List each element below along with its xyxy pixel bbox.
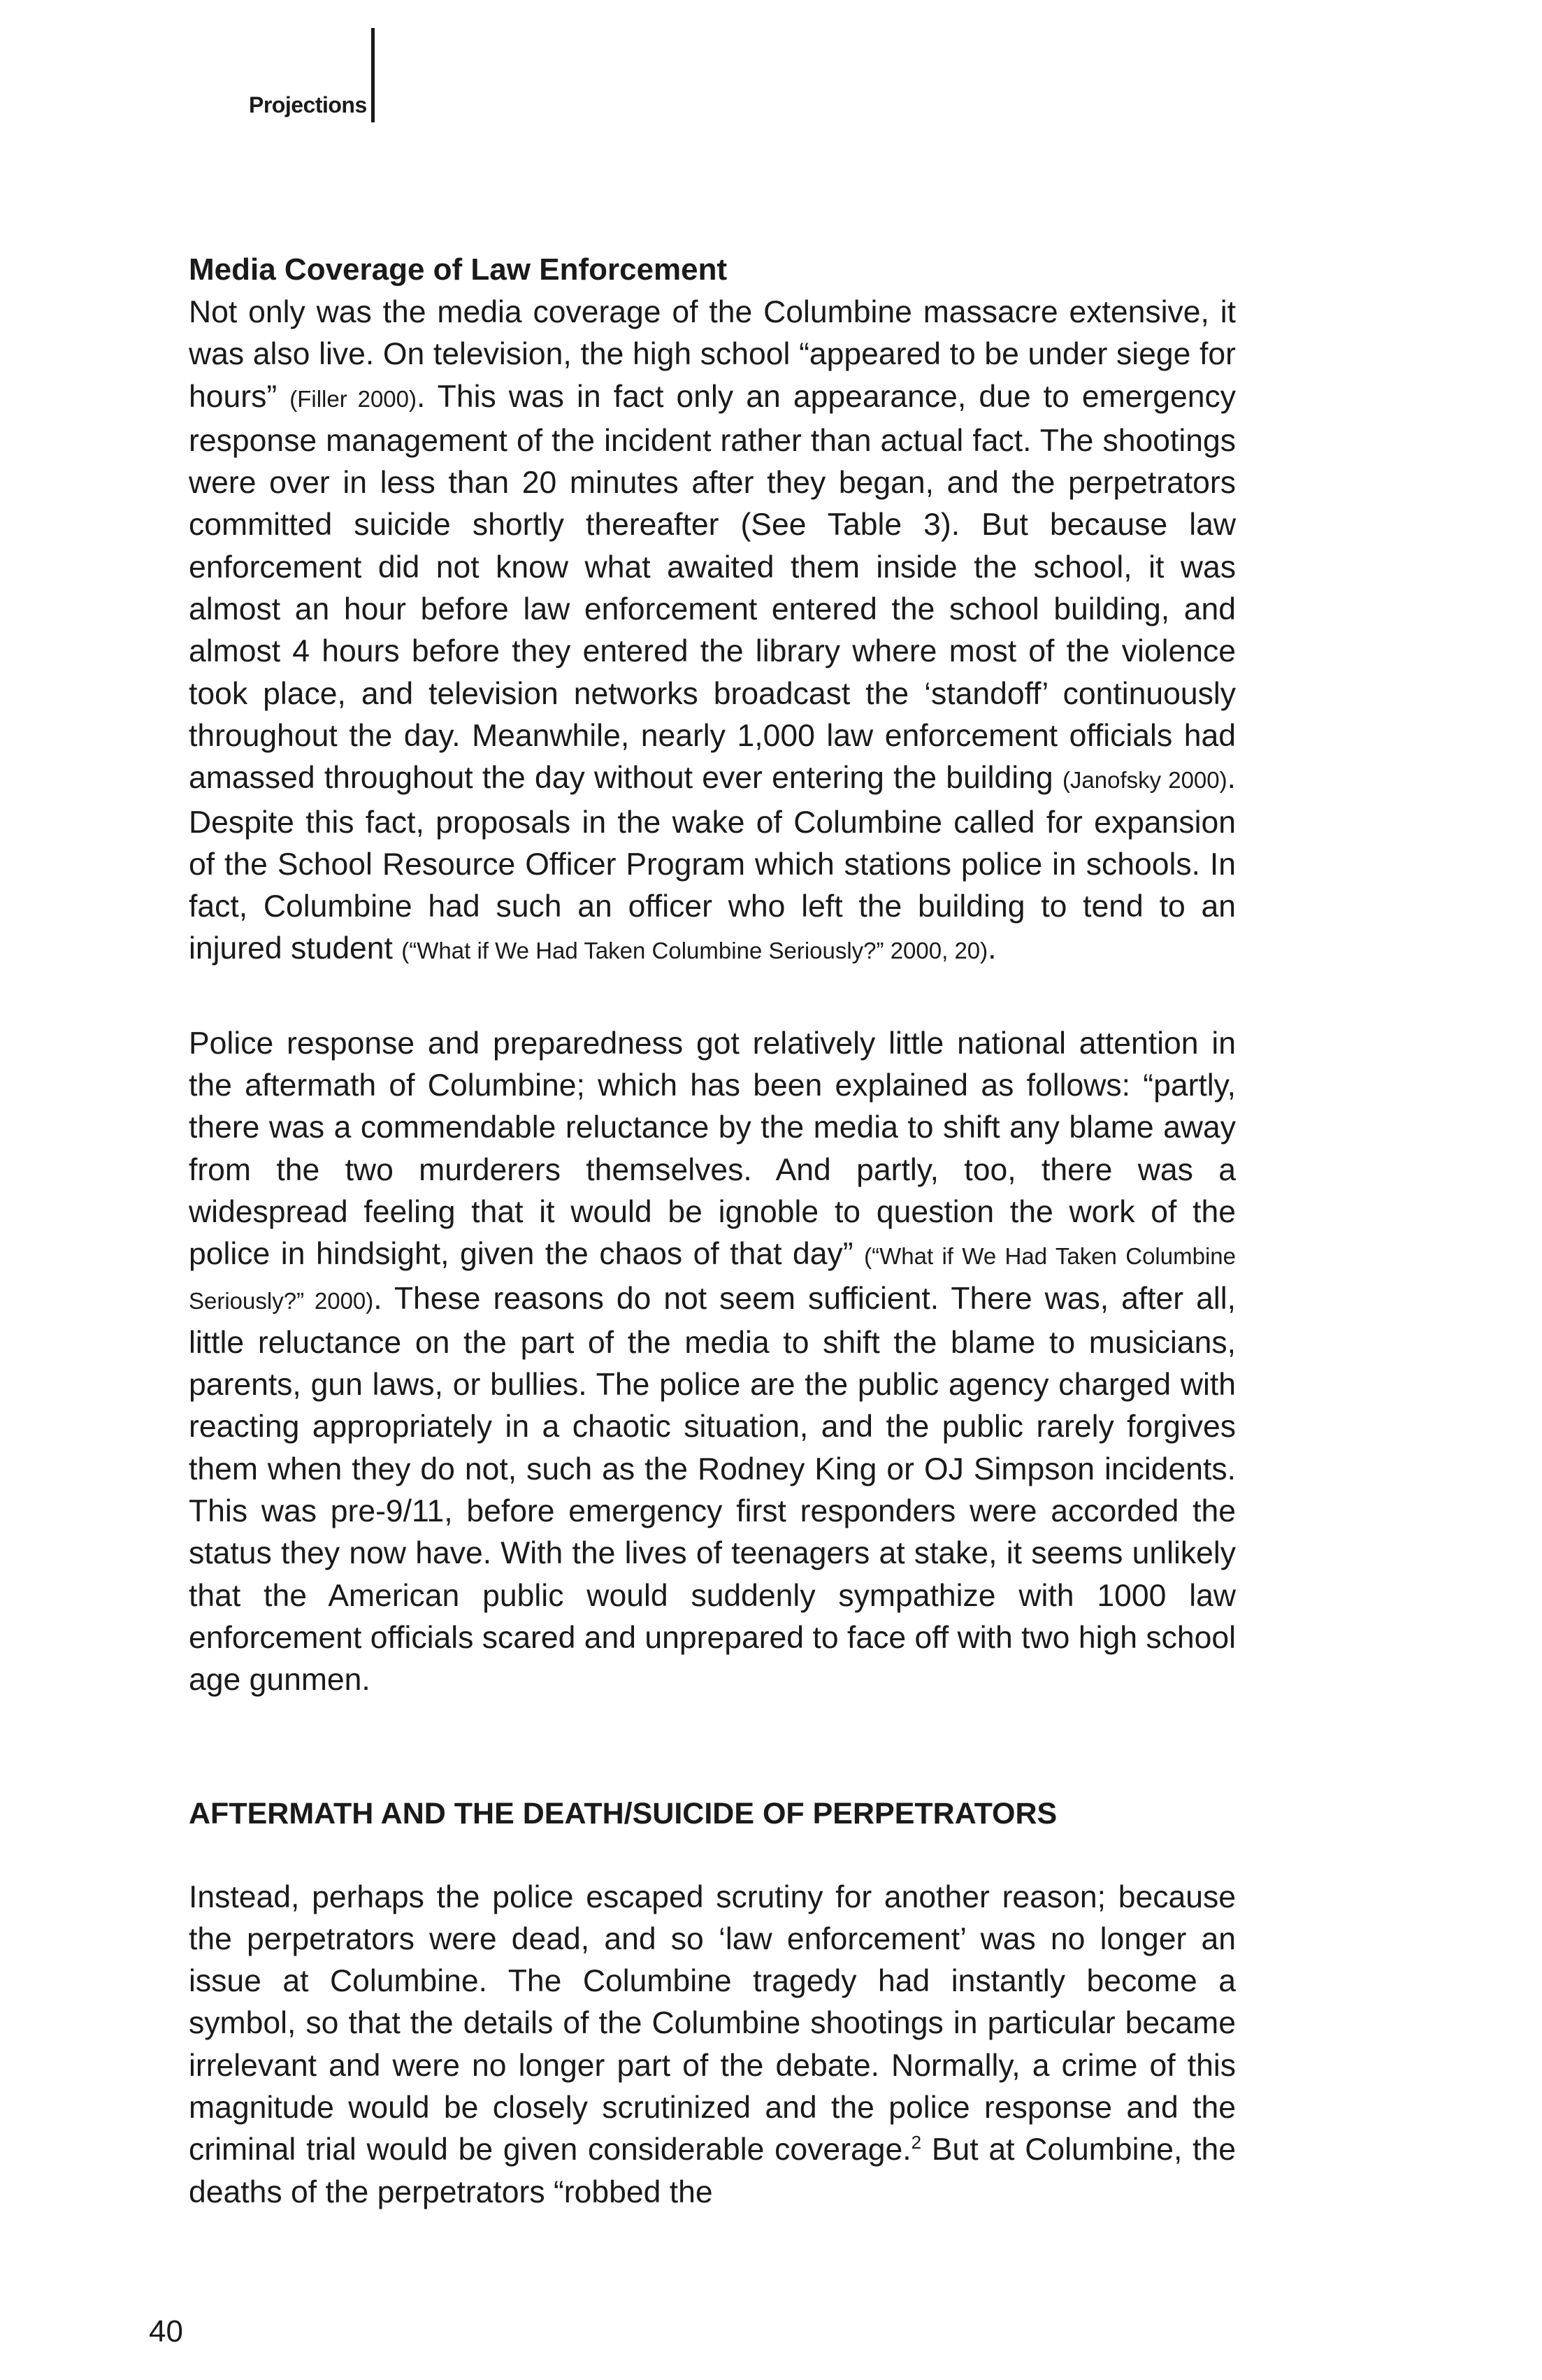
text-run: . This was in fact only an appearance, due to emergency response management of the incident rather than actual fact. The shootings were over in less than 20 minutes after they began, and the perpetrators committed suicide shortly thereafter (See Table 3). But because law enforcement did not know what awaited them inside the school, it was almost an hour before law enforcement entered the school building, and almost 4 hours before they entered the library where most of the violence took place, and television networks broadcast the ‘standoff’ continuously throughout the day. Meanwhile, nearly 1,000 law enforcement officials had amassed throughout the day without ever entering the building <box>189 379 1236 796</box>
text-run: Police response and preparedness got relatively little national attention in the aftermath of Columbine; which has been explained as follows: “partly, there was a commendable reluctance by the media to shift any blame away from the two murderers themselves. And partly, too, there was a widespread feeling that it would be ignoble to question the work of the police in hindsight, given the chaos of that day” <box>189 1026 1236 1272</box>
spacer <box>189 1702 1236 1793</box>
text-run: Instead, perhaps the police escaped scrutiny for another reason; because the perpetrators were dead, and so ‘law enforcement’ was no longer an issue at Columbine. The Columbine tragedy had instantly become a symbol, so that the details of the Columbine shootings in particular became irrelevant and were no longer part of the debate. Normally, a crime of this magnitude would be closely scrutinized and the police response and the criminal trial would be given considerable coverage. <box>189 1879 1236 2167</box>
text-run: But at Columbine, the deaths of the perpetrators “robbed the <box>189 2132 1237 2209</box>
citation: (Filler 2000) <box>289 385 417 412</box>
paragraph-aftermath <box>189 1877 1236 2214</box>
spacer <box>189 1835 1236 1877</box>
page-number: 40 <box>149 2314 183 2349</box>
text-run: . These reasons do not seem sufficient. There was, after all, little reluctance on the part of the media to shift the blame to musicians, parents, gun laws, or bullies. The police are the public agency charged with reacting appropriately in a chaotic situation, and the public rarely forgives them when they do not, such as the Rodney King or OJ Simpson incidents. This was pre-9/11, before emergency first responders were accorded the status they now have. With the lives of teenagers at stake, it seems unlikely that the American public would suddenly sympathize with 1000 law enforcement officials scared and unprepared to face off with two high school age gunmen. <box>189 1281 1237 1698</box>
text-run: . Despite this fact, proposals in the wake of Columbine called for expansion of the School Resource Officer Program which stations police in schools. In fact, Columbine had such an officer who left the building to tend to an injured student <box>189 761 1236 966</box>
text-run: . <box>988 931 997 966</box>
paragraph-police-response <box>189 1023 1236 1702</box>
citation: (Janofsky 2000) <box>1062 767 1227 794</box>
page-body <box>189 248 1236 2214</box>
paragraph-media-coverage <box>189 292 1236 973</box>
citation: (“What if We Had Taken Columbine Seriously?” 2000, 20) <box>401 938 988 964</box>
section-title: Media Coverage of Law Enforcement <box>189 252 728 287</box>
citation: (“What if We Had Taken Columbine Seriously?” 2000) <box>189 1243 1236 1314</box>
section-heading: AFTERMATH AND THE DEATH/SUICIDE OF PERPETRATORS <box>189 1796 1058 1830</box>
text-run: Not only was the media coverage of the Columbine massacre extensive, it was also live. On television, the high school “appeared to be under siege for hours” <box>189 295 1236 414</box>
running-head: Projections <box>249 92 367 117</box>
spacer <box>189 973 1236 1023</box>
header-rule <box>371 28 375 122</box>
footnote-marker[interactable]: 2 <box>911 2132 922 2153</box>
